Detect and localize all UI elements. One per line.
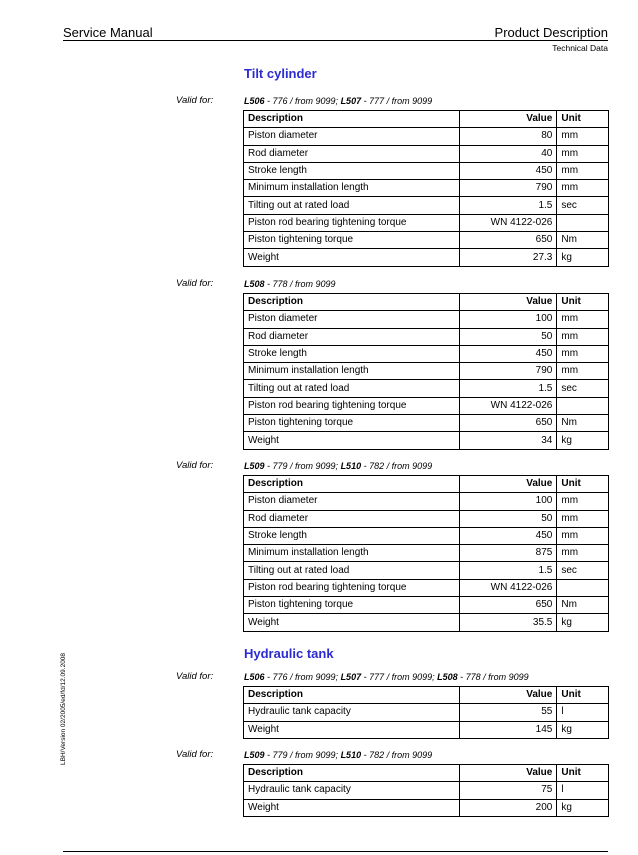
value-cell: 75: [460, 782, 557, 799]
table-row: [244, 249, 609, 266]
table-row: [244, 799, 609, 816]
unit-cell: Nm: [557, 232, 609, 249]
spec-table: [243, 686, 609, 739]
unit-cell: mm: [557, 145, 609, 162]
unit-cell: l: [557, 782, 609, 799]
valid-for-label: Valid for:: [176, 278, 214, 289]
value-cell: 1.5: [460, 562, 557, 579]
table-header-row: [244, 111, 609, 128]
value-cell: Value: [460, 111, 557, 128]
description-cell: Weight: [244, 721, 460, 738]
description-cell: Weight: [244, 432, 460, 449]
value-cell: 650: [460, 415, 557, 432]
value-cell: 1.5: [460, 197, 557, 214]
spec-table: [243, 475, 609, 632]
table-row: [244, 363, 609, 380]
model-code: L510: [340, 460, 362, 471]
model-list: [244, 750, 432, 760]
value-cell: 55: [460, 704, 557, 721]
unit-cell: mm: [557, 128, 609, 145]
valid-for-label: Valid for:: [176, 95, 214, 106]
table-row: [244, 415, 609, 432]
unit-cell: Unit: [557, 111, 609, 128]
description-cell: Piston rod bearing tightening torque: [244, 579, 460, 596]
table-row: [244, 432, 609, 449]
unit-cell: kg: [557, 432, 609, 449]
unit-cell: [557, 397, 609, 414]
description-cell: Hydraulic tank capacity: [244, 704, 460, 721]
unit-cell: [557, 214, 609, 231]
value-cell: WN 4122-026: [460, 397, 557, 414]
description-cell: Piston tightening torque: [244, 415, 460, 432]
description-cell: Minimum installation length: [244, 545, 460, 562]
description-cell: Weight: [244, 249, 460, 266]
model-code: L508: [437, 671, 458, 682]
model-code: L508: [244, 278, 265, 289]
section-title: Tilt cylinder: [244, 66, 317, 81]
value-cell: 200: [460, 799, 557, 816]
model-list: [244, 461, 432, 471]
value-cell: 100: [460, 311, 557, 328]
table-row: [244, 328, 609, 345]
table-header-row: [244, 687, 609, 704]
description-cell: Rod diameter: [244, 145, 460, 162]
table-row: [244, 311, 609, 328]
side-version-text: LBH/Version 02/2005/ed/fd/12.09.2008: [60, 652, 67, 765]
description-cell: Description: [244, 294, 460, 311]
spec-table: [243, 110, 609, 267]
description-cell: Minimum installation length: [244, 363, 460, 380]
table-row: [244, 180, 609, 197]
description-cell: Tilting out at rated load: [244, 380, 460, 397]
description-cell: Minimum installation length: [244, 180, 460, 197]
model-code: L506: [244, 671, 265, 682]
section-title: Hydraulic tank: [244, 646, 334, 661]
table-row: [244, 597, 609, 614]
unit-cell: sec: [557, 380, 609, 397]
model-detail: - 782 / from 9099: [361, 749, 433, 760]
value-cell: 650: [460, 232, 557, 249]
spec-table: [243, 293, 609, 450]
table-row: [244, 579, 609, 596]
unit-cell: Unit: [557, 687, 609, 704]
table-row: [244, 721, 609, 738]
value-cell: 50: [460, 328, 557, 345]
unit-cell: mm: [557, 162, 609, 179]
value-cell: 40: [460, 145, 557, 162]
table-row: [244, 197, 609, 214]
model-code: L507: [340, 95, 362, 106]
unit-cell: mm: [557, 311, 609, 328]
description-cell: Piston tightening torque: [244, 232, 460, 249]
value-cell: 790: [460, 363, 557, 380]
model-detail: - 782 / from 9099: [361, 460, 433, 471]
model-list: [244, 279, 336, 289]
table-row: [244, 162, 609, 179]
model-detail: - 779 / from 9099;: [264, 749, 341, 760]
table-row: [244, 128, 609, 145]
unit-cell: kg: [557, 614, 609, 631]
unit-cell: mm: [557, 363, 609, 380]
unit-cell: Unit: [557, 476, 609, 493]
spec-table: [243, 764, 609, 817]
unit-cell: sec: [557, 562, 609, 579]
unit-cell: mm: [557, 328, 609, 345]
value-cell: Value: [460, 765, 557, 782]
header-left: Service Manual: [63, 25, 153, 40]
table-row: [244, 145, 609, 162]
value-cell: 450: [460, 527, 557, 544]
table-row: [244, 214, 609, 231]
unit-cell: mm: [557, 545, 609, 562]
table-row: [244, 510, 609, 527]
description-cell: Tilting out at rated load: [244, 197, 460, 214]
valid-for-label: Valid for:: [176, 460, 214, 471]
model-list: [244, 672, 529, 682]
table-row: [244, 232, 609, 249]
description-cell: Stroke length: [244, 345, 460, 362]
table-row: [244, 704, 609, 721]
value-cell: 34: [460, 432, 557, 449]
unit-cell: mm: [557, 493, 609, 510]
unit-cell: sec: [557, 197, 609, 214]
table-row: [244, 545, 609, 562]
model-detail: - 777 / from 9099: [361, 95, 433, 106]
description-cell: Stroke length: [244, 162, 460, 179]
header-rule: [63, 40, 608, 41]
value-cell: 27.3: [460, 249, 557, 266]
model-detail: - 776 / from 9099;: [264, 95, 341, 106]
table-header-row: [244, 294, 609, 311]
value-cell: 790: [460, 180, 557, 197]
table-row: [244, 397, 609, 414]
description-cell: Hydraulic tank capacity: [244, 782, 460, 799]
description-cell: Weight: [244, 799, 460, 816]
unit-cell: kg: [557, 249, 609, 266]
unit-cell: Nm: [557, 415, 609, 432]
model-code: L506: [244, 95, 265, 106]
description-cell: Piston diameter: [244, 493, 460, 510]
model-code: L507: [340, 671, 362, 682]
unit-cell: mm: [557, 527, 609, 544]
unit-cell: mm: [557, 345, 609, 362]
value-cell: 450: [460, 345, 557, 362]
table-row: [244, 614, 609, 631]
unit-cell: l: [557, 704, 609, 721]
model-code: L509: [244, 460, 265, 471]
description-cell: Piston rod bearing tightening torque: [244, 397, 460, 414]
valid-for-label: Valid for:: [176, 749, 214, 760]
description-cell: Piston tightening torque: [244, 597, 460, 614]
value-cell: 650: [460, 597, 557, 614]
model-detail: - 777 / from 9099;: [361, 671, 438, 682]
header-sub: Technical Data: [552, 43, 608, 53]
unit-cell: Unit: [557, 765, 609, 782]
model-code: L509: [244, 749, 265, 760]
model-list: [244, 96, 432, 106]
description-cell: Description: [244, 765, 460, 782]
description-cell: Rod diameter: [244, 510, 460, 527]
model-code: L510: [340, 749, 362, 760]
value-cell: 50: [460, 510, 557, 527]
value-cell: 875: [460, 545, 557, 562]
unit-cell: mm: [557, 510, 609, 527]
value-cell: WN 4122-026: [460, 214, 557, 231]
unit-cell: kg: [557, 721, 609, 738]
table-row: [244, 345, 609, 362]
table-row: [244, 493, 609, 510]
description-cell: Description: [244, 687, 460, 704]
description-cell: Piston diameter: [244, 128, 460, 145]
table-header-row: [244, 476, 609, 493]
unit-cell: Unit: [557, 294, 609, 311]
value-cell: 80: [460, 128, 557, 145]
unit-cell: Nm: [557, 597, 609, 614]
model-detail: - 778 / from 9099: [264, 278, 336, 289]
table-row: [244, 562, 609, 579]
model-detail: - 779 / from 9099;: [264, 460, 341, 471]
valid-for-label: Valid for:: [176, 671, 214, 682]
table-row: [244, 782, 609, 799]
unit-cell: mm: [557, 180, 609, 197]
description-cell: Stroke length: [244, 527, 460, 544]
unit-cell: kg: [557, 799, 609, 816]
table-header-row: [244, 765, 609, 782]
table-row: [244, 380, 609, 397]
value-cell: 145: [460, 721, 557, 738]
value-cell: 1.5: [460, 380, 557, 397]
description-cell: Piston rod bearing tightening torque: [244, 214, 460, 231]
description-cell: Tilting out at rated load: [244, 562, 460, 579]
value-cell: Value: [460, 476, 557, 493]
description-cell: Piston diameter: [244, 311, 460, 328]
model-detail: - 778 / from 9099: [457, 671, 529, 682]
description-cell: Rod diameter: [244, 328, 460, 345]
header-right: Product Description: [494, 25, 608, 40]
value-cell: Value: [460, 294, 557, 311]
model-detail: - 776 / from 9099;: [264, 671, 341, 682]
description-cell: Description: [244, 476, 460, 493]
value-cell: 35.5: [460, 614, 557, 631]
footer-rule: [63, 851, 608, 852]
value-cell: Value: [460, 687, 557, 704]
description-cell: Description: [244, 111, 460, 128]
table-row: [244, 527, 609, 544]
description-cell: Weight: [244, 614, 460, 631]
value-cell: 450: [460, 162, 557, 179]
value-cell: 100: [460, 493, 557, 510]
unit-cell: [557, 579, 609, 596]
value-cell: WN 4122-026: [460, 579, 557, 596]
